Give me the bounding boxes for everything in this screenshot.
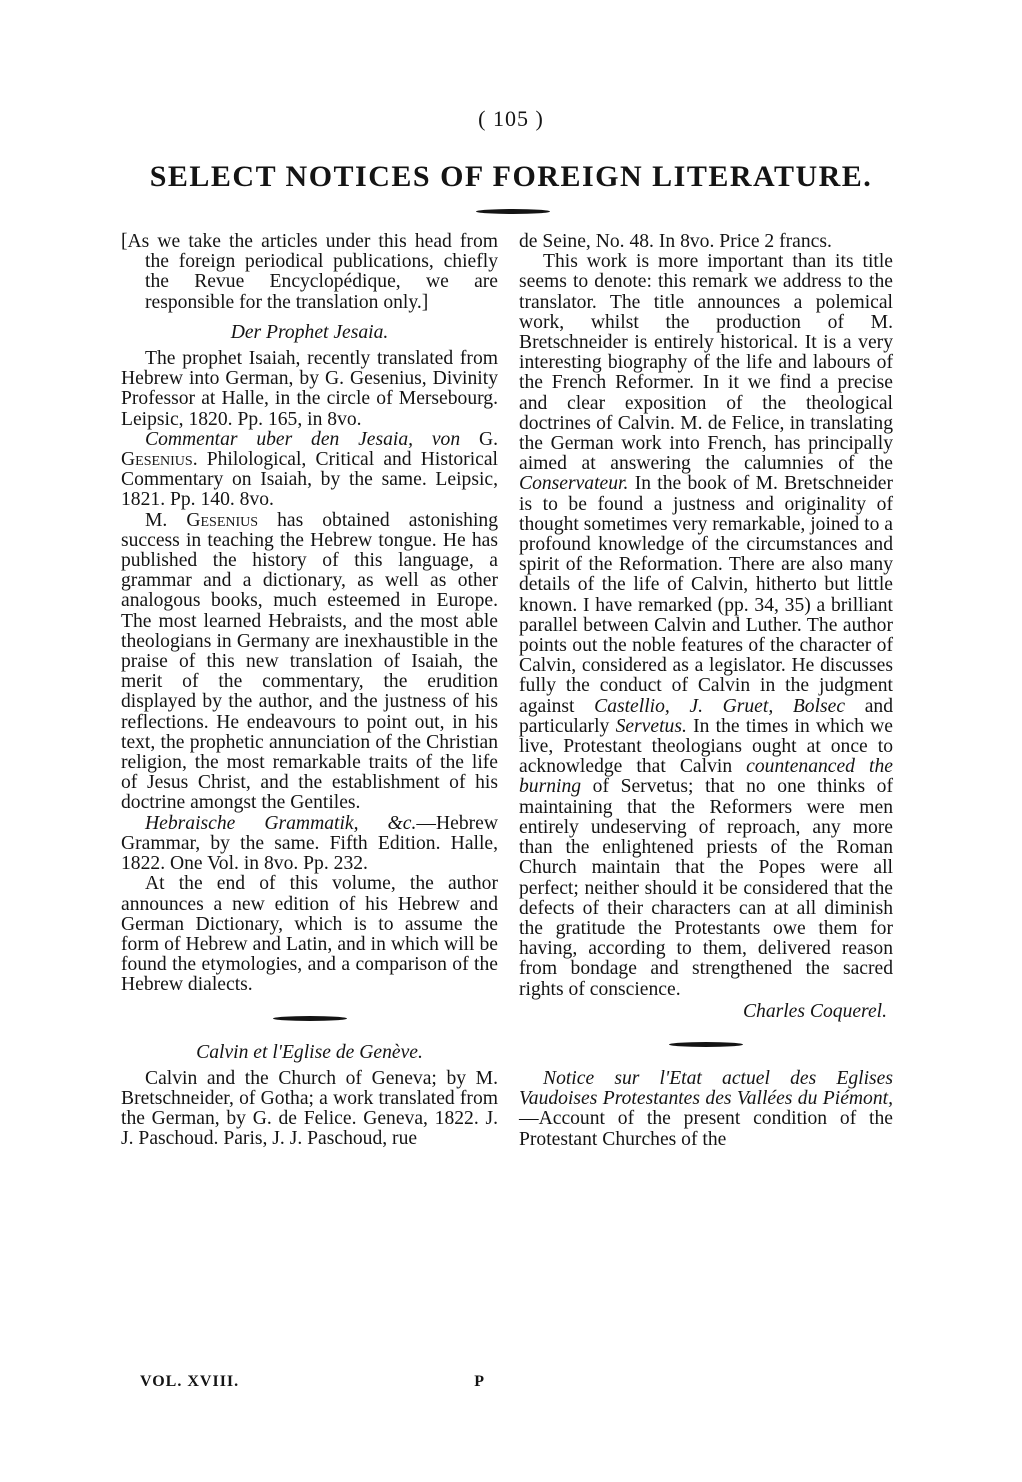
paragraph: At the end of this volume, the author announces a new edition of his Hebrew and German Dictionary, which is to assume the form of Hebrew and Latin, and in which will be found the etymologies, and a comparison of the Hebrew dialects.	[121, 873, 498, 996]
paragraph-text: —Hebrew Grammar, by the same. Fifth Edition. Halle, 1822. One Vol. in 8vo. Pp. 232.	[121, 812, 498, 875]
editorial-note: [As we take the articles under this head from the foreign periodical publications, chiefly the Revue Encyclopédique, we are responsible for the translation only.]	[121, 231, 498, 313]
page-number: ( 105 )	[478, 106, 544, 131]
italic-text: Castellio, J. Gruet, Bolsec	[594, 695, 846, 717]
section-divider	[273, 1016, 347, 1021]
article-title-jesaia: Der Prophet Jesaia.	[230, 321, 389, 343]
book-title: Commentar uber den Jesaia, von	[145, 428, 461, 450]
right-column	[519, 232, 893, 1150]
page-footer	[140, 1373, 485, 1391]
paragraph-text: In the times in which we live, Protestant theologians ought at once to acknowledge that Calvin	[519, 715, 893, 778]
paragraph-text: of Servetus; that no one thinks of maintaining that the Reformers were men entirely undeserving of reproach, any more than the enlightened priests of the Roman Church maintain that the Popes were all perfect; neither should it be considered that the defects of their characters can at all diminish the gratitude the Protestants owe them for having, according to them, delivered reason from bondage and strengthened the sacred rights of conscience.	[519, 776, 893, 1000]
paragraph-text: has obtained astonishing success in teaching the Hebrew tongue. He has published the history of this language, a grammar and a dictionary, as well as other analogous books, much esteemed in Europe. The most learned Hebraists, and the most able theologians in Germany are inexhaustible in the praise of this new translation of Isaiah, the merit of the commentary, the erudition displayed by the author, and the justness of his reflections. He endeavours to point out, in his text, the prophetic annunciation of the Christian religion, the most remarkable traits of the life of Jesus Christ, and the establishment of his doctrine amongst the Gentiles.	[121, 509, 498, 814]
paragraph-text: In the book of M. Bretschneider is to be found a justness and originality of thought sometimes very remarkable, joined to a profound knowledge of the circumstances and spirit of the Reformation. There are also many details of the life of Calvin, hitherto but little known. I have remarked (pp. 34, 35) a brilliant parallel between Calvin and Luther. The author points out the noble features of the character of Calvin, considered as a legislator. He discusses fully the conduct of Calvin in the judgment against	[519, 473, 893, 717]
paragraph	[519, 252, 893, 1000]
section-divider	[669, 1042, 743, 1047]
paragraph-text: Philological, Critical and Historical Commentary on Isaiah, by the same. Leipsic, 1821. Pp. 140. 8vo.	[121, 449, 498, 511]
paragraph	[519, 1069, 893, 1150]
italic-text: Conservateur.	[519, 473, 629, 495]
volume-label: VOL. XVIII.	[140, 1373, 240, 1390]
paragraph-text: and particularly	[519, 695, 893, 737]
paragraph: de Seine, No. 48. In 8vo. Price 2 francs.	[519, 231, 832, 252]
author-signature: Charles Coquerel.	[742, 1000, 887, 1022]
italic-text: Servetus.	[615, 715, 687, 737]
section-title: SELECT NOTICES OF FOREIGN LITERATURE.	[149, 160, 873, 193]
italic-text: countenanced the burning	[519, 756, 893, 798]
ornamental-rule	[476, 209, 550, 214]
paragraph-text: This work is more important than its title seems to denote: this remark we address to the translator. The title announces a polemical work, whilst the production of M. Bretschneider is entirely historical. It is a very interesting biography of the life and labours of the French Reformer. In it we find a precise and clear exposition of the theological doctrines of Calvin. M. de Felice, in translating the German work into French, has principally aimed at answering the calumnies of the	[519, 251, 893, 475]
paragraph: The prophet Isaiah, recently translated from Hebrew into German, by G. Gesenius, Divinity Professor at Halle, in the circle of Mersebourg. Leipsic, 1820. Pp. 165, in 8vo.	[121, 348, 498, 430]
article-title-calvin: Calvin et l'Eglise de Genève.	[196, 1041, 423, 1063]
author-name: M. Gesenius	[145, 509, 259, 531]
paragraph	[121, 511, 498, 814]
paragraph: Calvin and the Church of Geneva; by M. Bretschneider, of Gotha; a work translated from the German, by G. de Felice. Geneva, 1822. J. J. Paschoud. Paris, J. J. Paschoud, rue	[121, 1067, 498, 1150]
notice-title: Notice sur l'Etat actuel des Eglises Vaudoises Protestantes des Vallées du Piémont,	[519, 1067, 893, 1110]
paragraph	[121, 814, 498, 875]
left-column	[121, 232, 498, 1150]
author-name: G. Gesenius.	[121, 428, 498, 471]
signature-mark: P	[474, 1373, 485, 1390]
book-title: Hebraische Grammatik, &c.	[145, 812, 417, 834]
paragraph-text: —Account of the present condition of the Protestant Churches of the	[519, 1108, 893, 1150]
paragraph	[121, 430, 498, 511]
